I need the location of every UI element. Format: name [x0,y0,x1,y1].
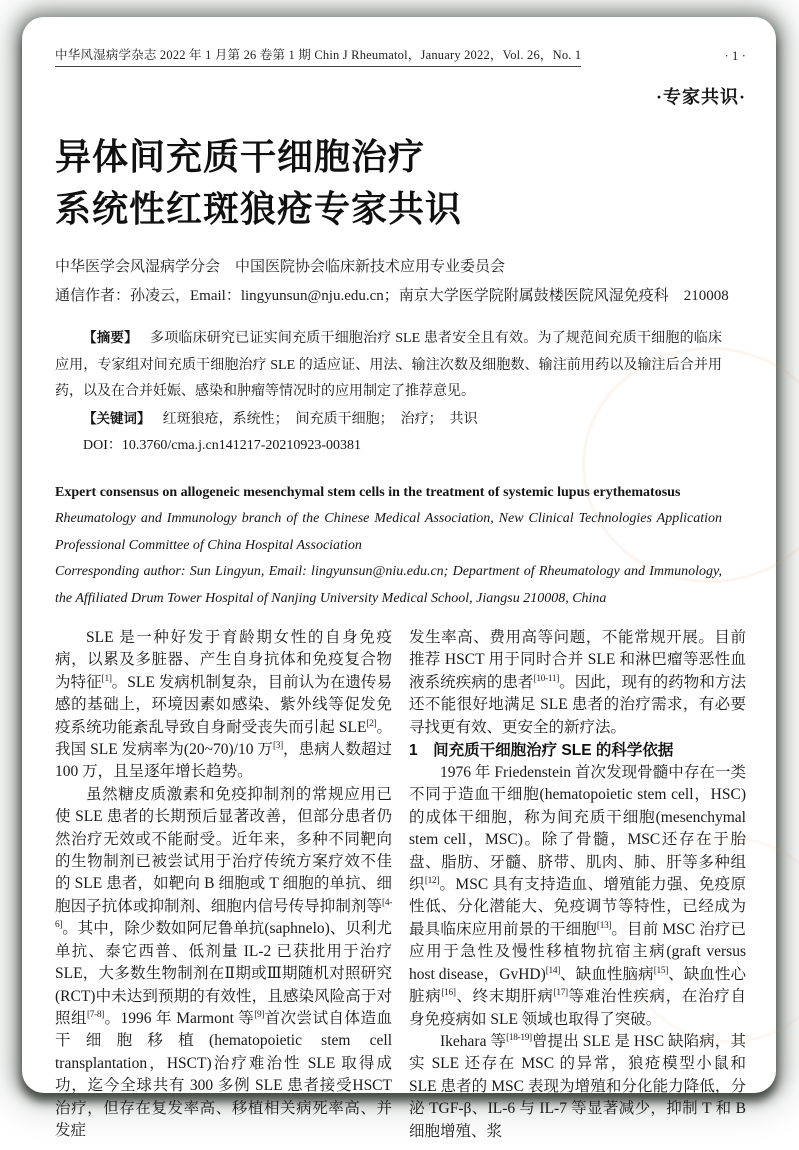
journal-citation: 中华风湿病学杂志 2022 年 1 月第 26 卷第 1 期 Chin J Rheumatol，January 2022，Vol. 26，No. 1 [55,47,581,67]
doi-line: DOI：10.3760/cma.j.cn141217-20210923-00381 [83,438,362,453]
abstract-text: 多项临床研究已证实间充质干细胞治疗 SLE 患者安全且有效。为了规范间充质干细胞的临床应用，专家组对间充质干细胞治疗 SLE 的适应证、用法、输注次数及细胞数、输注前用药以及输注后合并用药，以及在合并妊娠、感染和肿瘤等情况时的应用制定了推荐意见。 [55,331,723,399]
article-title [55,131,746,235]
abstract-block [55,325,722,460]
right-column [409,627,746,1143]
keywords-text: 红斑狼疮，系统性； 间充质干细胞； 治疗； 共识 [162,411,478,427]
journal-page [22,17,776,1140]
english-corresponding-author: Corresponding author: Sun Lingyun, Email: lingyunsun@niu.edu.cn; Department of Rheumatology and Immunology, the Affiliated Drum Tower Hospital of Nanjing University Medical School, Jiangsu 210008, China [55,564,722,606]
section-label: ·专家共识· [655,87,746,107]
body-paragraph: 虽然糖皮质激素和免疫抑制剂的常规应用已使 SLE 患者的长期预后显著改善，但部分患者仍然治疗无效或不能耐受。近年来，多种不同靶向的生物制剂已被尝试用于治疗传统方案疗效不佳的 SLE 患者，如靶向 B 细胞或 T 细胞的单抗、细胞因子抗体或抑制剂、细胞内信号传导抑制剂等[4-6]。其中，除少数如阿尼鲁单抗(saphnelo)、贝利尤单抗、泰它西普、低剂量 IL-2 已获批用于治疗 SLE，大多数生物制剂在Ⅱ期或Ⅲ期随机对照研究(RCT)中未达到预期的有效性，且感染风险高于对照组[7-8]。1996 年 Marmont 等[9]首次尝试自体造血干细胞移植(hematopoietic stem cell transplantation，HSCT)治疗难治性 SLE 取得成功，迄今全球共有 300 多例 SLE 患者接受HSCT 治疗，但存在复发率高、移植相关病死率高、并发症 [55,785,392,1139]
article-body [55,627,746,1143]
author-organizations: 中华医学会风湿病学分会 中国医院协会临床新技术应用专业委员会 [55,259,506,275]
keywords-label: 【关键词】 [83,410,151,426]
article-title-line2: 系统性红斑狼疮专家共识 [55,189,463,229]
left-column [55,627,392,1143]
page-header [55,47,746,67]
body-paragraph: SLE 是一种好发于育龄期女性的自身免疫病，以累及多脏器、产生自身抗体和免疫复合物为特征[1]。SLE 发病机制复杂，目前认为在遗传易感的基础上，环境因素如感染、紫外线等促发免疫系统功能紊乱导致自身耐受丧失而引起 SLE[2]。我国 SLE 发病率为(20~70)/10 万[3]，患病人数超过 100 万，且呈逐年增长趋势。 [55,629,392,781]
english-title: Expert consensus on allogeneic mesenchymal stem cells in the treatment of systemic lupus erythematosus [55,484,681,500]
section-heading-1: 1 间充质干细胞治疗 SLE 的科学依据 [409,742,674,760]
abstract-paragraph [55,325,722,406]
body-paragraph: Ikehara 等[18-19]曾提出 SLE 是 HSC 缺陷病，其实 SLE 还存在 MSC 的异常，狼疮模型小鼠和 SLE 患者的 MSC 表现为增殖和分化能力降低，分泌 TGF-β、IL-6 与 IL-7 等显著减少，抑制 T 和 B 细胞增殖、浆 [409,1032,746,1140]
abstract-label: 【摘要】 [83,330,138,345]
english-metadata-block [55,480,722,613]
corresponding-author-line: 通信作者：孙凌云，Email：lingyunsun@nju.edu.cn；南京大学医学院附属鼓楼医院风湿免疫科 210008 [55,288,729,304]
article-title-line1: 异体间充质干细胞治疗 [55,137,426,177]
body-paragraph: 1976 年 Friedenstein 首次发现骨髓中存在一类不同于造血干细胞(hematopoietic stem cell，HSC)的成体干细胞，称为间充质干细胞(mesenchymal stem cell，MSC)。除了骨髓，MSC还存在于胎盘、脂肪、牙髓、脐带、肌肉、肺、肝等多种组织[12]。MSC 具有支持造血、增殖能力强、免疫原性低、分化潜能大、免疫调节等特性，已经成为最具临床应用前景的干细胞[13]。目前 MSC 治疗已应用于急性及慢性移植物抗宿主病(graft versus host disease，GvHD)[14]、缺血性脑病[15]、缺血性心脏病[16]、终末期肝病[17]等难治性疾病，在治疗自身免疫病如 SLE 领域也取得了突破。 [409,764,746,1028]
english-affiliation: Rheumatology and Immunology branch of the Chinese Medical Association, New Clinical Technologies Application Professional Committee of China Hospital Association [55,511,722,553]
keywords-line [55,406,722,434]
page-number: · 1 · [724,48,746,63]
body-paragraph-continuation: 发生率高、费用高等问题，不能常规开展。目前推荐 HSCT 用于同时合并 SLE 和淋巴瘤等恶性血液系统疾病的患者[10-11]。因此，现有的药物和方法还不能很好地满足 SLE 患者的治疗需求，有必要寻找更有效、更安全的新疗法。 [409,629,746,736]
